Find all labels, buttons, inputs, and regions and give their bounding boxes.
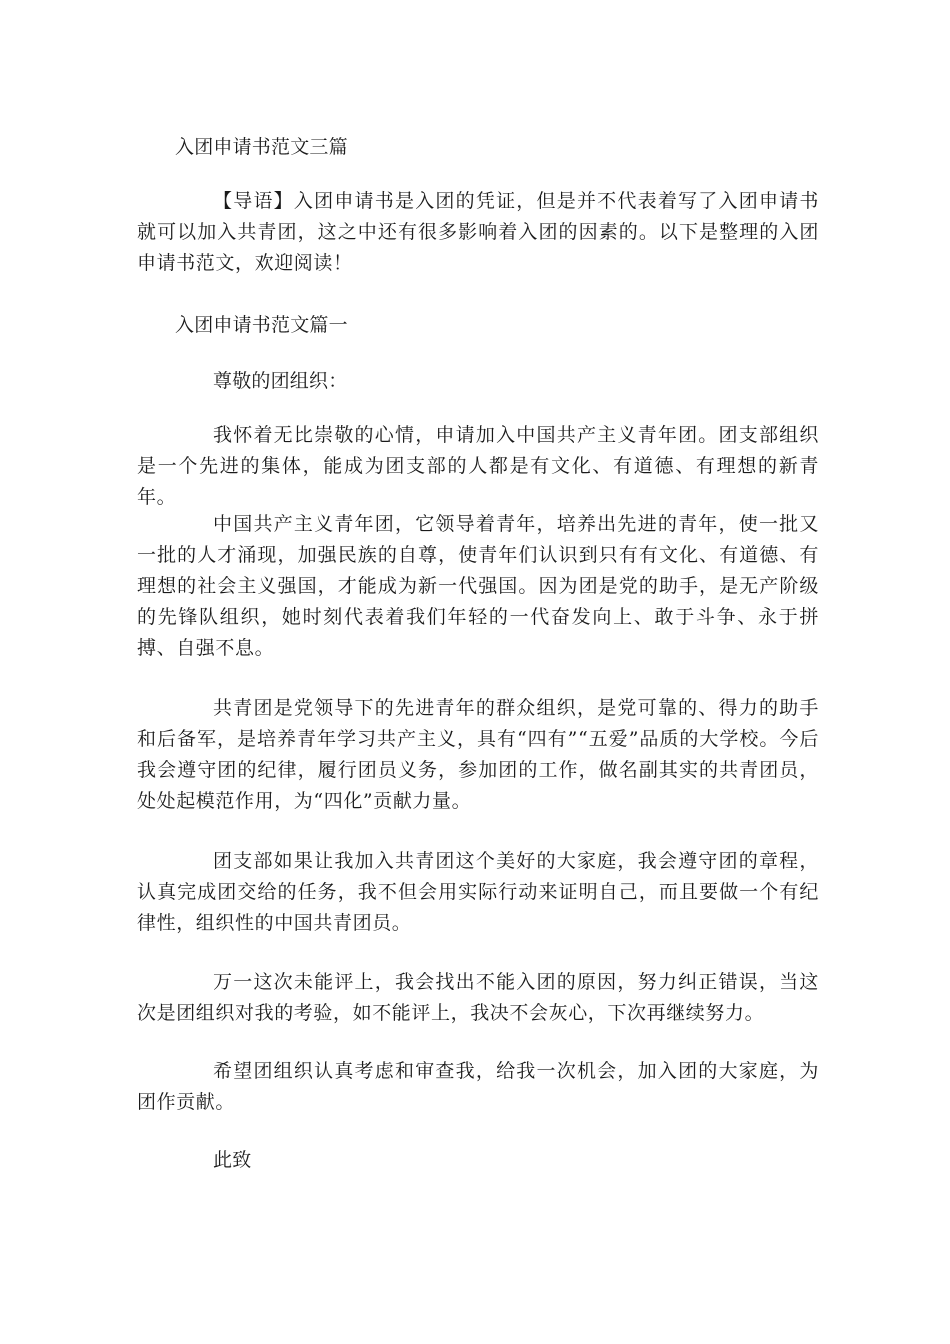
intro-paragraph: 【导语】入团申请书是入团的凭证，但是并不代表着写了入团申请书就可以加入共青团，这之中还有很多影响着入团的因素的。以下是整理的入团申请书范文，欢迎阅读！ (137, 190, 819, 274)
body-paragraph-4: 团支部如果让我加入共青团这个美好的大家庭，我会遵守团的章程，认真完成团交给的任务，我不但会用实际行动来证明自己，而且要做一个有纪律性，组织性的中国共青团员。 (137, 850, 819, 934)
section-heading: 入团申请书范文篇一 (175, 314, 348, 336)
salutation: 尊敬的团组织： (213, 370, 348, 392)
document-title: 入团申请书范文三篇 (175, 136, 348, 158)
closing-line: 此致 (213, 1149, 252, 1171)
body-paragraph-1: 我怀着无比崇敬的心情，申请加入中国共产主义青年团。团支部组织是一个先进的集体，能成为团支部的人都是有文化、有道德、有理想的新青年。 (137, 424, 819, 508)
body-paragraph-3: 共青团是党领导下的先进青年的群众组织，是党可靠的、得力的助手和后备军，是培养青年学习共产主义，具有“四有”“五爱”品质的大学校。今后我会遵守团的纪律，履行团员义务，参加团的工作，做名副其实的共青团员，处处起模范作用，为“四化”贡献力量。 (137, 697, 819, 812)
body-paragraph-2: 中国共产主义青年团，它领导着青年，培养出先进的青年，使一批又一批的人才涌现，加强民族的自尊，使青年们认识到只有有文化、有道德、有理想的社会主义强国，才能成为新一代强国。因为团是党的助手，是无产阶级的先锋队组织，她时刻代表着我们年轻的一代奋发向上、敢于斗争、永于拼搏、自强不息。 (137, 513, 819, 659)
body-paragraph-6: 希望团组织认真考虑和审查我，给我一次机会，加入团的大家庭，为团作贡献。 (137, 1060, 819, 1113)
body-paragraph-5: 万一这次未能评上，我会找出不能入团的原因，努力纠正错误，当这次是团组织对我的考验，如不能评上，我决不会灰心，下次再继续努力。 (137, 971, 819, 1024)
